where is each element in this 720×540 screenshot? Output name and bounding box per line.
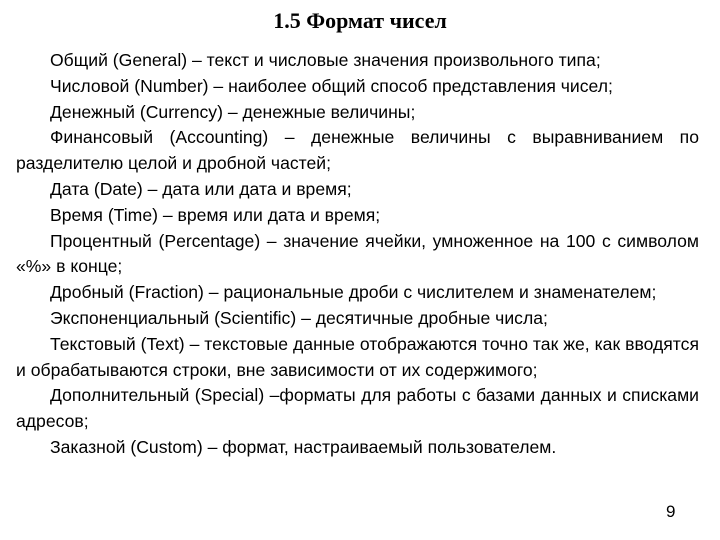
format-item-percentage: Процентный (Percentage) – значение ячейки, умноженное на 100 с символом «%» в конце; — [16, 230, 699, 277]
format-item-number: Числовой (Number) – наиболее общий способ представления чисел; — [50, 75, 613, 96]
slide-title: 1.5 Формат чисел — [273, 8, 447, 33]
format-item-scientific: Экспоненциальный (Scientific) – десятичные дробные числа; — [50, 307, 548, 328]
format-item-custom: Заказной (Custom) – формат, настраиваемый пользователем. — [50, 436, 557, 457]
format-item-currency: Денежный (Currency) – денежные величины; — [50, 101, 416, 122]
format-item-special: Дополнительный (Special) –форматы для работы с базами данных и списками адресов; — [16, 385, 699, 432]
page-number: 9 — [666, 502, 676, 521]
format-item-date: Дата (Date) – дата или дата и время; — [50, 178, 352, 199]
format-item-fraction: Дробный (Fraction) – рациональные дроби с числителем и знаменателем; — [50, 282, 657, 303]
format-item-general: Общий (General) – текст и числовые значения произвольного типа; — [50, 50, 601, 70]
format-item-text: Текстовый (Text) – текстовые данные отображаются точно так же, как вводятся и обрабатываются строки, вне зависимости от их содержимого; — [16, 333, 699, 380]
format-item-accounting: Финансовый (Accounting) – денежные величины с выравниванием по разделителю целой и дробной частей; — [16, 127, 699, 174]
format-item-time: Время (Time) – время или дата и время; — [50, 204, 381, 225]
format-list — [16, 48, 699, 461]
